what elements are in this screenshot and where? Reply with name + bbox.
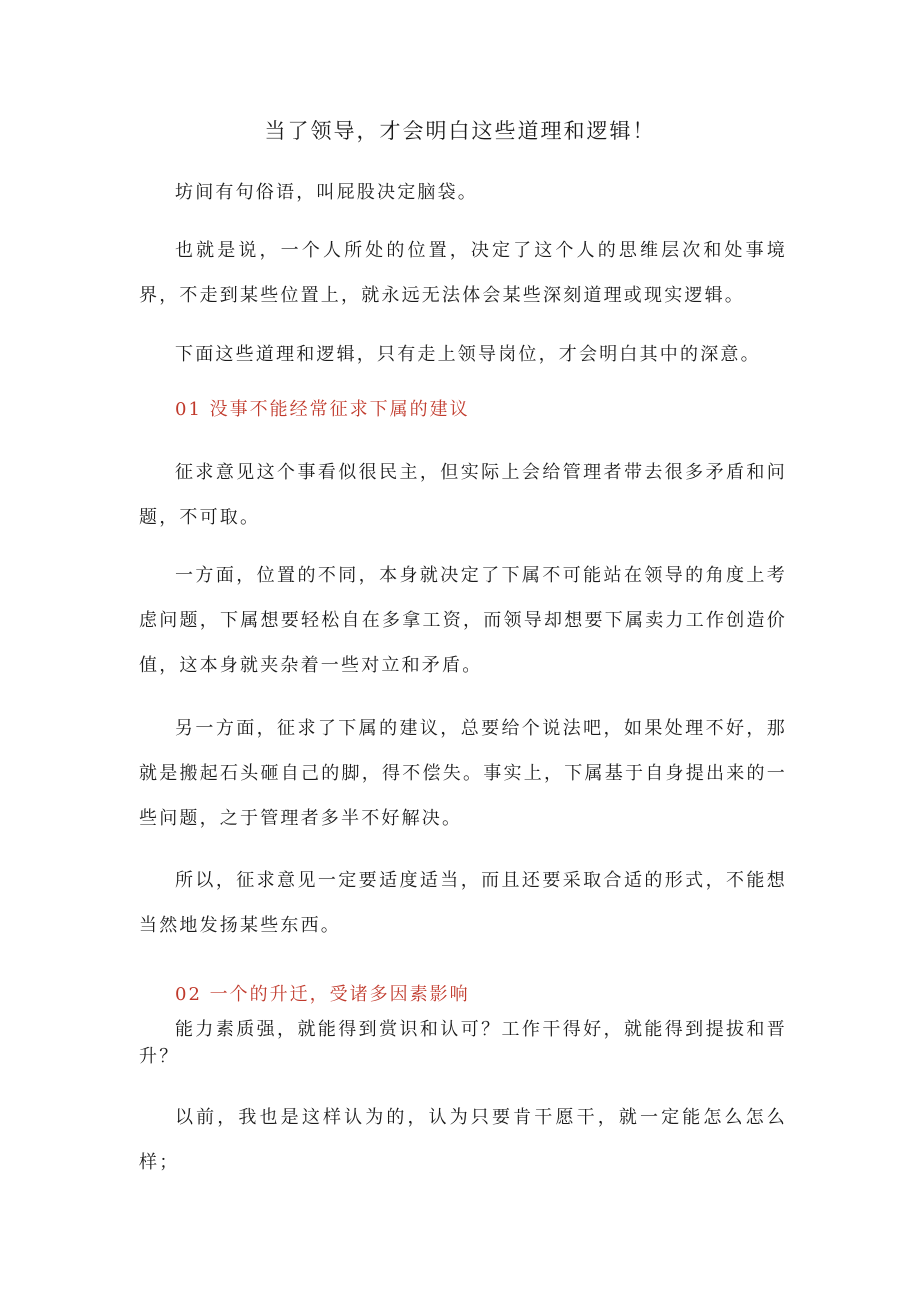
paragraph-s2-2: 以前，我也是这样认为的，认为只要肯干愿干，就一定能怎么怎么样； [139,1107,787,1173]
paragraph-s1-2: 一方面，位置的不同，本身就决定了下属不可能站在领导的角度上考虑问题，下属想要轻松自在多拿工资，而领导却想要下属卖力工作创造价值，这本身就夹杂着一些对立和矛盾。 [139,565,787,676]
paragraph-s1-4: 所以，征求意见一定要适度适当，而且还要采取合适的形式，不能想当然地发扬某些东西。 [139,870,787,936]
page-title: 当了领导，才会明白这些道理和逻辑！ [264,119,656,143]
paragraph-intro-2: 也就是说，一个人所处的位置，决定了这个人的思维层次和处事境界，不走到某些位置上，就永远无法体会某些深刻道理或现实逻辑。 [139,240,787,306]
paragraph-intro-1: 坊间有句俗语，叫屁股决定脑袋。 [175,182,478,203]
paragraph-s1-3: 另一方面，征求了下属的建议，总要给个说法吧，如果处理不好，那就是搬起石头砸自己的脚，得不偿失。事实上，下属基于自身提出来的一些问题，之于管理者多半不好解决。 [139,718,787,829]
section-heading-01: 01 没事不能经常征求下属的建议 [175,399,470,420]
paragraph-s2-1: 能力素质强，就能得到赏识和认可？工作干得好，就能得到提拔和晋升？ [139,1019,787,1067]
section-heading-02: 02 一个的升迁，受诸多因素影响 [175,984,470,1005]
paragraph-intro-3: 下面这些道理和逻辑，只有走上领导岗位，才会明白其中的深意。 [175,344,761,365]
paragraph-s1-1: 征求意见这个事看似很民主，但实际上会给管理者带去很多矛盾和问题，不可取。 [139,462,787,528]
